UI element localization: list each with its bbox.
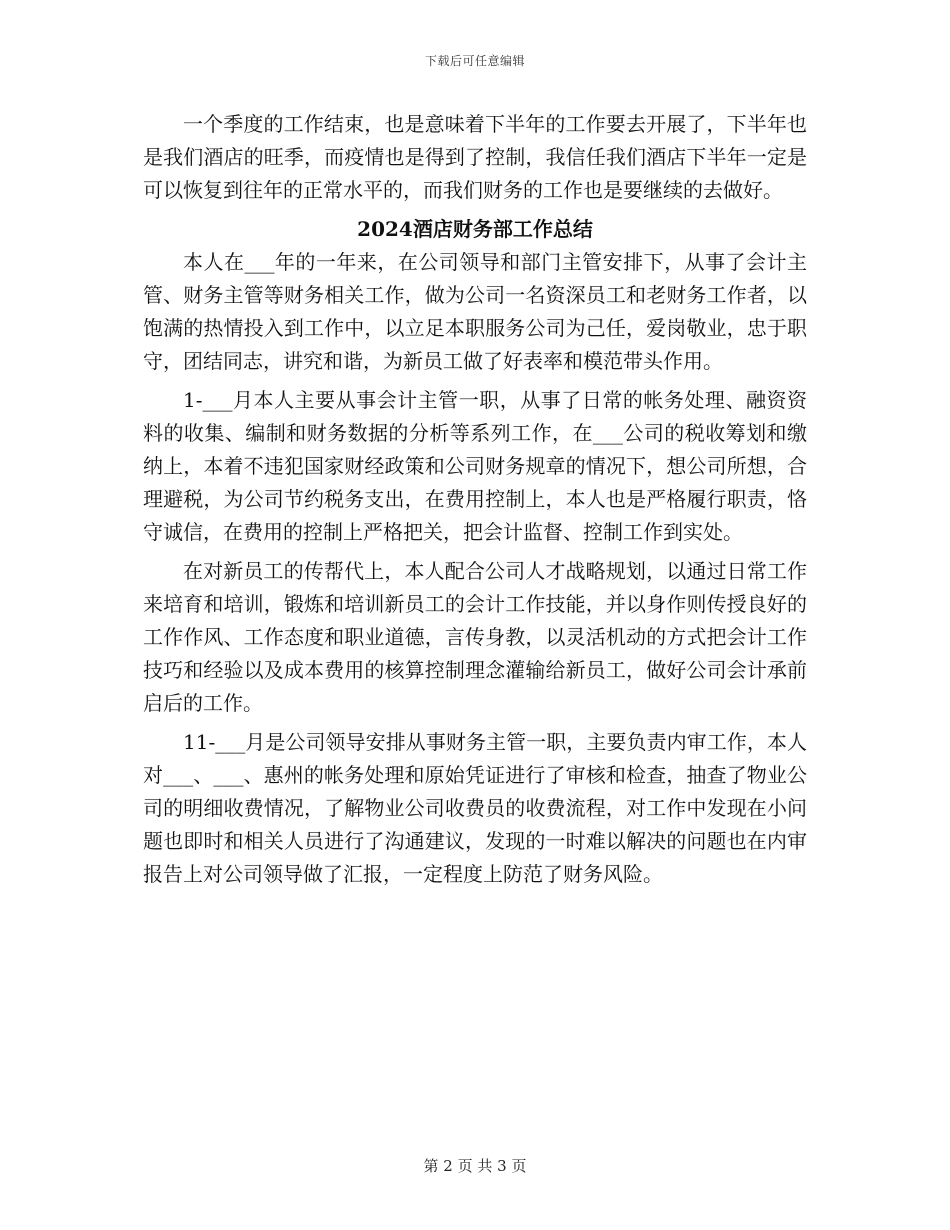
header-note: 下载后可任意编辑: [424, 54, 525, 68]
body-paragraph-2: 1-___月本人主要从事会计主管一职，从事了日常的帐务处理、融资资料的收集、编制和财务数据的分析等系列工作，在___公司的税收筹划和缴纳上，本着不违犯国家财经政策和公司财务规章的情况下，想公司所想，合理避税，为公司节约税务支出，在费用控制上，本人也是严格履行职责，恪守诚信，在费用的控制上严格把关，把会计监督、控制工作到实处。: [143, 388, 807, 544]
body-paragraph-4: 11-___月是公司领导安排从事财务主管一职，主要负责内审工作，本人对___、___、惠州的帐务处理和原始凭证进行了审核和检查，抽查了物业公司的明细收费情况，了解物业公司收费员的收费流程，对工作中发现在小问题也即时和相关人员进行了沟通建议，发现的一时难以解决的问题也在内审报告上对公司领导做了汇报，一定程度上防范了财务风险。: [143, 730, 807, 886]
document-body: [143, 108, 807, 891]
document-title: 2024酒店财务部工作总结: [357, 217, 593, 241]
body-paragraph-1: 本人在___年的一年来，在公司领导和部门主管安排下，从事了会计主管、财务主管等财务相关工作，做为公司一名资深员工和老财务工作者，以饱满的热情投入到工作中，以立足本职服务公司为己任，爱岗敬业，忠于职守，团结同志，讲究和谐，为新员工做了好表率和模范带头作用。: [143, 250, 807, 373]
body-paragraph-3: 在对新员工的传帮代上，本人配合公司人才战略规划，以通过日常工作来培育和培训，锻炼和培训新员工的会计工作技能，并以身作则传授良好的工作作风、工作态度和职业道德，言传身教，以灵活机动的方式把会计工作技巧和经验以及成本费用的核算控制理念灌输给新员工，做好公司会计承前启后的工作。: [143, 559, 807, 715]
page-number: 第 2 页 共 3 页: [423, 1157, 527, 1175]
intro-paragraph: 一个季度的工作结束，也是意味着下半年的工作要去开展了，下半年也是我们酒店的旺季，而疫情也是得到了控制，我信任我们酒店下半年一定是可以恢复到往年的正常水平的，而我们财务的工作也是要继续的去做好。: [143, 112, 807, 202]
